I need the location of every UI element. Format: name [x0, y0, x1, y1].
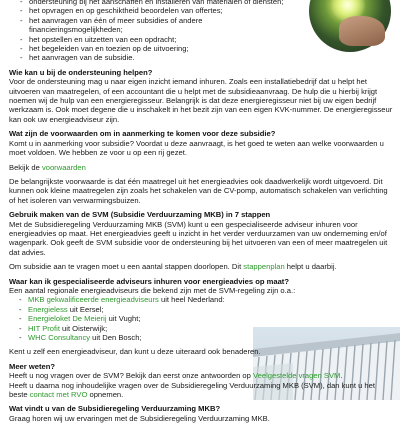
list-item: [19, 333, 394, 342]
list-item: - ondersteuning bij het aanschaffen en installeren van materialen of diensten;: [20, 0, 290, 6]
stappenplan-link[interactable]: stappenplan: [243, 262, 285, 272]
advisor-suffix: uit Vught;: [106, 314, 141, 324]
requirements-link-prefix: Bekijk de: [9, 162, 42, 172]
advisors-intro: Een aantal regionale energieadviseurs die bekend zijn met de SVM-regeling zijn o.a.:: [9, 285, 296, 295]
find-heading: Wat vindt u van de Subsidieregeling Verduurzaming MKB?: [9, 404, 221, 414]
help-heading: Wie kan u bij de ondersteuning helpen?: [9, 67, 153, 77]
steps-text: Met de Subsidieregeling Verduurzaming MKB (SVM) kunt u een gespecialiseerde adviseur inhuren voor energieadvies op maat. Het energieadvies geeft u inzicht in het verder verduurzamen van uw onderneming en/of wagenpark. Ook geeft de SVM subsidie voor de ondersteuning bij het uitvoeren van een of meer maatregelen uit dat advies.: [9, 219, 388, 257]
list-item: [19, 295, 394, 304]
intro-list: [9, 0, 290, 63]
steps-heading: Gebruik maken van de SVM (Subsidie Verduurzaming MKB) in 7 stappen: [9, 210, 271, 220]
steps-plan-line: [9, 262, 394, 271]
advisor-link[interactable]: WHC Consultancy: [28, 333, 91, 342]
help-text: Voor de ondersteuning mag u naar eigen inzicht iemand inhuren. Zoals een installatiebedrijf dat u helpt het uitvoeren van maatregelen, of een accountant die u helpt met de subsidieaanvraag. De hulp die u hierbij krijgt noemen wij de hulp van een energieregisseur. Belangrijk is dat deze energieregisseur niet bij uw eigen bedrijf werkzaam is. Ook moet degene die u inschakelt in het bezit zijn van een eigen KVK-nummer. De energieregisseur kan ook uw energieadviseur zijn.: [9, 77, 393, 124]
list-item: [19, 324, 394, 333]
faq-link[interactable]: Veelgestelde vragen SVM: [253, 371, 341, 381]
find-text: Graag horen wij uw ervaringen met de Subsidieregeling Verduurzaming MKB.: [9, 413, 270, 423]
list-item: [19, 314, 394, 323]
advisor-link[interactable]: MKB gekwalificeerde energieadviseurs: [28, 295, 159, 305]
advisor-link[interactable]: Energieloket De Meierij: [28, 314, 107, 324]
more-line-1-prefix: Heeft u nog vragen over de SVM? Bekijk dan eerst onze antwoorden op: [9, 371, 253, 381]
measures-text: De belangrijkste voorwaarde is dat één maatregel uit het energieadvies ook daadwerkelijk wordt uitgevoerd. Dit kunnen ook kleine maatregelen zijn zoals het schakelen van de CV-pomp, automatisch schakelen van verlichting of het isoleren van verwarmingsbuizen.: [9, 176, 388, 205]
more-heading: Meer weten?: [9, 361, 55, 371]
steps-plan-suffix: helpt u daarbij.: [284, 262, 337, 272]
list-item: - het opstellen en uitzetten van een opdracht;: [20, 35, 290, 44]
more-line-1-suffix: .: [340, 371, 343, 381]
more-line-2-suffix: opnemen.: [87, 390, 124, 400]
requirements-text: Komt u in aanmerking voor subsidie? Voordat u deze aanvraagt, is het goed te weten aan welke voorwaarden u moet voldoen. We hebben ze voor u op een rij gezet.: [9, 138, 384, 158]
contact-rvo-link[interactable]: contact met RVO: [29, 390, 88, 400]
advisor-suffix: uit heel Nederland:: [158, 295, 225, 305]
advisors-outro: Kent u zelf een energieadviseur, dan kunt u deze uiteraard ook benaderen.: [9, 347, 261, 357]
more-line-1: [9, 371, 394, 380]
advisor-suffix: uit Den Bosch;: [90, 333, 142, 342]
voorwaarden-link[interactable]: voorwaarden: [41, 162, 86, 172]
more-line-2-prefix: Heeft u daarna nog inhoudelijke vragen over de Subsidieregeling Verduurzaming MKB (SVM), dan kunt u het beste: [9, 380, 375, 400]
requirements-heading: Wat zijn de voorwaarden om in aanmerking te komen voor deze subsidie?: [9, 129, 276, 139]
requirements-link-line: [9, 163, 394, 172]
advisor-suffix: uit Eersel;: [67, 304, 104, 314]
list-item: - het aanvragen van de subsidie.: [20, 53, 290, 62]
advisor-link[interactable]: Energieless: [28, 304, 68, 314]
list-item: - het opvragen en op geschiktheid beoordelen van offertes;: [20, 6, 290, 15]
advisors-heading: Waar kan ik gespecialiseerde adviseurs inhuren voor energieadvies op maat?: [9, 276, 289, 286]
advisor-suffix: uit Oisterwijk;: [59, 323, 108, 333]
advisor-link[interactable]: HIT Profit: [28, 323, 60, 333]
list-item: - het begeleiden van en toezien op de uitvoering;: [20, 44, 290, 53]
advisors-list: [9, 295, 394, 342]
document-body: [9, 0, 394, 423]
steps-plan-prefix: Om subsidie aan te vragen moet u een aantal stappen doorlopen. Dit: [9, 262, 244, 272]
list-item: [19, 305, 394, 314]
more-line-2: [9, 381, 394, 400]
list-item: - het aanvragen van één of meer subsidies of andere financieringsmogelijkheden;: [20, 16, 290, 35]
